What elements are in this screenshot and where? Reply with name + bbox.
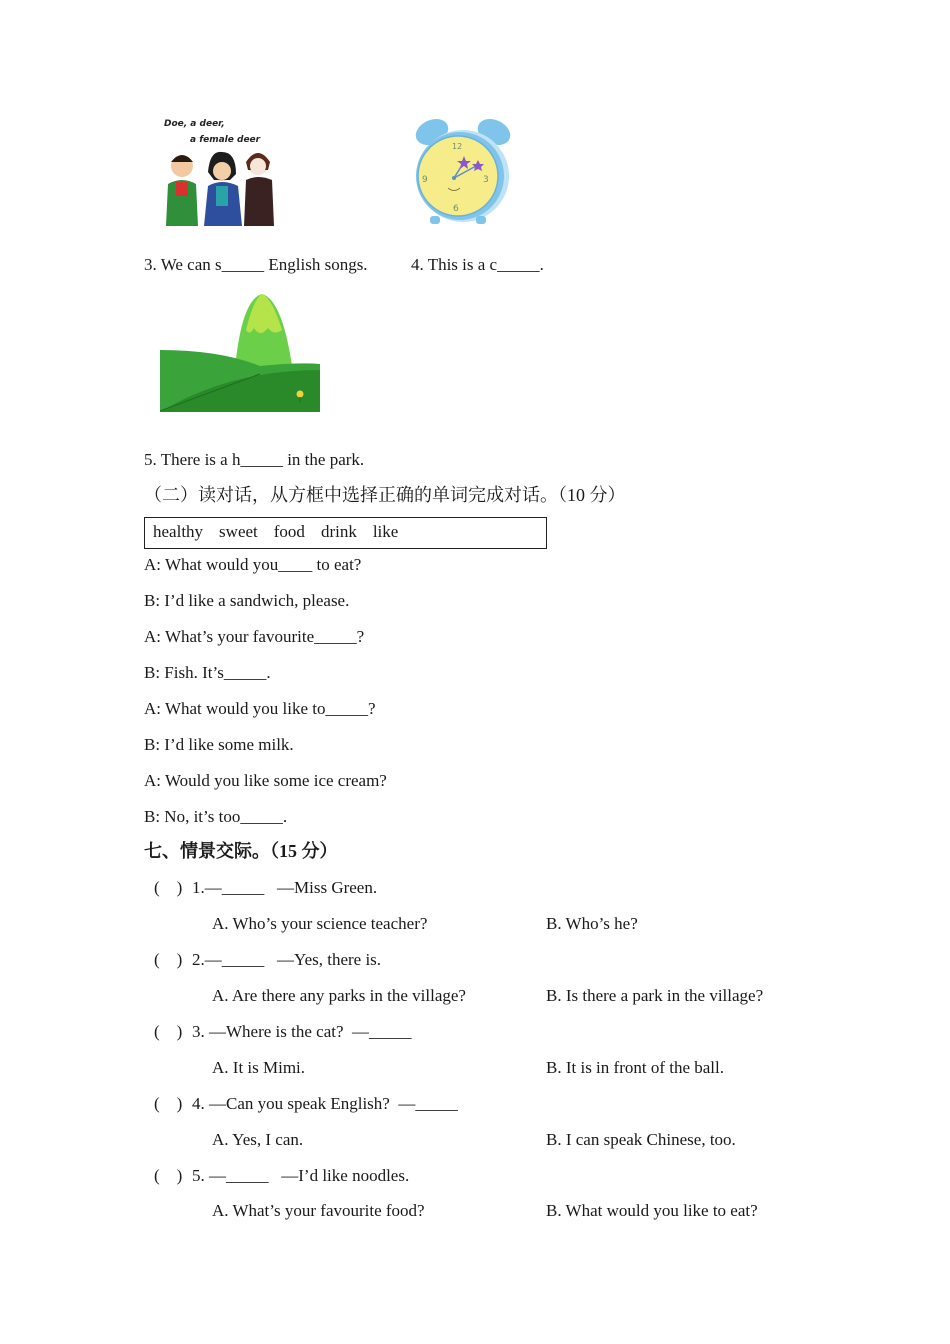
word-bank-item: food: [273, 522, 305, 541]
answer-paren-5: ( ): [154, 1166, 183, 1185]
clock-number-3: 3: [483, 175, 489, 185]
option-4b: B. I can speak Chinese, too.: [546, 1130, 736, 1149]
situational-question-2: 2.—_____ —Yes, there is.: [192, 950, 382, 969]
dialogue-line-3: A: What’s your favourite_____?: [144, 627, 365, 646]
singing-children-illustration: [160, 114, 276, 228]
question-4-line: 4. This is a c_____.: [411, 255, 544, 274]
part2-heading: （二）读对话，从方框中选择正确的单词完成对话。（10 分）: [144, 485, 626, 505]
hill-illustration: [160, 290, 320, 412]
deer-caption-line2: a female deer: [190, 135, 261, 145]
dialogue-line-7: A: Would you like some ice cream?: [144, 771, 387, 790]
word-bank-item: sweet: [219, 522, 258, 541]
option-5a: A. What’s your favourite food?: [212, 1201, 425, 1220]
answer-paren-2: ( ): [154, 950, 183, 969]
answer-paren-1: ( ): [154, 878, 183, 897]
dialogue-line-4: B: Fish. It’s_____.: [144, 663, 271, 682]
word-bank-item: drink: [320, 522, 357, 541]
clock-number-12: 12: [452, 142, 463, 151]
clock-number-9: 9: [422, 175, 428, 185]
option-1a: A. Who’s your science teacher?: [212, 914, 428, 933]
alarm-clock-picture: [410, 116, 516, 228]
alarm-clock-illustration: [410, 116, 516, 228]
word-bank-box: [144, 517, 547, 549]
hill-picture: [160, 290, 320, 412]
answer-paren-4: ( ): [154, 1094, 183, 1113]
section7-heading: 七、情景交际。（15 分）: [144, 841, 338, 861]
question-5-line: 5. There is a h_____ in the park.: [144, 450, 365, 469]
dialogue-line-6: B: I’d like some milk.: [144, 735, 294, 754]
option-3b: B. It is in front of the ball.: [546, 1058, 725, 1077]
option-5b: B. What would you like to eat?: [546, 1201, 758, 1220]
situational-question-5: 5. —_____ —I’d like noodles.: [192, 1166, 410, 1185]
singing-children-picture: [160, 114, 276, 228]
option-2a: A. Are there any parks in the village?: [212, 986, 466, 1005]
question-3-line: 3. We can s_____ English songs.: [144, 255, 368, 274]
dialogue-line-1: A: What would you____ to eat?: [144, 555, 362, 574]
dialogue-line-8: B: No, it’s too_____.: [144, 807, 288, 826]
dialogue-line-2: B: I’d like a sandwich, please.: [144, 591, 350, 610]
word-bank-item: healthy: [153, 522, 204, 541]
situational-question-1: 1.—_____ —Miss Green.: [192, 878, 378, 897]
word-bank-item: like: [372, 522, 399, 541]
option-3a: A. It is Mimi.: [212, 1058, 306, 1077]
deer-caption-line1: Doe, a deer,: [164, 119, 225, 129]
dialogue-line-5: A: What would you like to_____?: [144, 699, 376, 718]
situational-question-3: 3. —Where is the cat? —_____: [192, 1022, 412, 1041]
option-1b: B. Who’s he?: [546, 914, 638, 933]
situational-question-4: 4. —Can you speak English? —_____: [192, 1094, 458, 1113]
answer-paren-3: ( ): [154, 1022, 183, 1041]
clock-number-6: 6: [453, 204, 459, 214]
option-4a: A. Yes, I can.: [212, 1130, 304, 1149]
option-2b: B. Is there a park in the village?: [546, 986, 764, 1005]
